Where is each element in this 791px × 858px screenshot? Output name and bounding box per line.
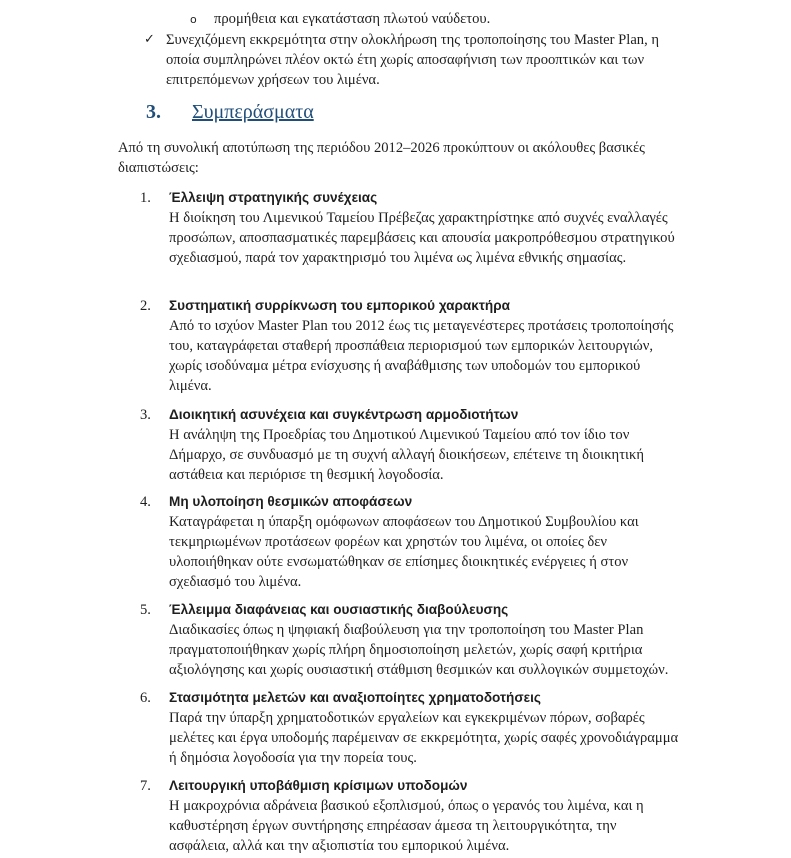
section-title: Συμπεράσματα xyxy=(192,101,314,123)
item-title: Διοικητική ασυνέχεια και συγκέντρωση αρμοδιοτήτων xyxy=(169,407,519,422)
list-item xyxy=(140,296,680,396)
list-item xyxy=(140,405,680,485)
section-number: 3. xyxy=(146,101,161,123)
item-number: 3. xyxy=(140,407,151,423)
section-intro: Από τη συνολική αποτύπωση της περιόδου 2012–2026 προκύπτουν οι ακόλουθες βασικές διαπιστώσεις: xyxy=(118,140,645,176)
item-number: 7. xyxy=(140,778,151,794)
item-title: Συστηματική συρρίκνωση του εμπορικού χαρακτήρα xyxy=(169,298,510,313)
list-item xyxy=(140,188,680,268)
check-bullet-text: Συνεχιζόμενη εκκρεμότητα στην ολοκλήρωση της τροποποίησης του Master Plan, η οποία συμπληρώνει πλέον οκτώ έτη χωρίς αποσαφήνιση των προοπτικών και των επιτρεπόμενων χρήσεων του λιμένα. xyxy=(166,32,660,88)
list-item xyxy=(140,600,680,680)
checkmark-icon: ✓ xyxy=(144,32,155,47)
item-number: 6. xyxy=(140,690,151,706)
item-body: Η διοίκηση του Λιμενικού Ταμείου Πρέβεζας χαρακτηρίστηκε από συχνές εναλλαγές προσώπων, αποσπασματικές παρεμβάσεις και απουσία μακροπρόθεσμου στρατηγικού σχεδιασμού, παρά τον χαρακτηρισμό του λιμένα ως λιμένα εθνικής σημασίας. xyxy=(169,210,675,266)
list-item xyxy=(140,492,680,592)
item-title: Έλλειμμα διαφάνειας και ουσιαστικής διαβούλευσης xyxy=(169,602,509,617)
item-body: Από το ισχύον Master Plan του 2012 έως τις μεταγενέστερες προτάσεις τροποποίησής του, καταγράφεται σταθερή προσπάθεια περιορισμού των εμπορικών λειτουργιών, χωρίς ισοδύναμα μέτρα ενίσχυσης ή αναβάθμισης των υποδομών του εμπορικού λιμένα. xyxy=(169,318,674,394)
item-number: 1. xyxy=(140,190,151,206)
item-number: 4. xyxy=(140,494,151,510)
item-title: Μη υλοποίηση θεσμικών αποφάσεων xyxy=(169,494,413,509)
item-body: Διαδικασίες όπως η ψηφιακή διαβούλευση για την τροποποίηση του Master Plan πραγματοποιήθηκαν χωρίς πλήρη δημοσιοποίηση μελετών, χωρίς σαφή κριτήρια αξιολόγησης και χωρίς ουσιαστική στάθμιση θεσμικών και συλλογικών συμμετοχών. xyxy=(169,622,669,678)
list-item xyxy=(140,776,680,856)
item-title: Λειτουργική υποβάθμιση κρίσιμων υποδομών xyxy=(169,778,468,793)
list-item xyxy=(140,688,680,768)
section-heading xyxy=(146,99,314,125)
item-body: Παρά την ύπαρξη χρηματοδοτικών εργαλείων και εγκεκριμένων πόρων, σοβαρές μελέτες και έργα υποδομής παρέμειναν σε εκκρεμότητα, χωρίς σαφές χρονοδιάγραμμα ή δημόσια λογοδοσία για την πορεία τους. xyxy=(169,710,679,766)
item-body: Η μακροχρόνια αδράνεια βασικού εξοπλισμού, όπως ο γερανός του λιμένα, και η καθυστέρηση έργων συντήρησης επηρέασαν άμεσα τη λειτουργικότητα, την ασφάλεια, αλλά και την αξιοπιστία του εμπορικού λιμένα. xyxy=(169,798,644,854)
item-title: Στασιμότητα μελετών και αναξιοποίητες χρηματοδοτήσεις xyxy=(169,690,541,705)
sub-bullet-item xyxy=(190,9,750,30)
item-body: Καταγράφεται η ύπαρξη ομόφωνων αποφάσεων του Δημοτικού Συμβουλίου και τεκμηριωμένων προτάσεων φορέων και χρηστών του λιμένα, οι οποίες δεν υλοποιήθηκαν ούτε ενσωματώθηκαν σε επίσημες διοικητικές ενέργειες ή στον σχεδιασμό του λιμένα. xyxy=(169,514,639,590)
item-title: Έλλειψη στρατηγικής συνέχειας xyxy=(169,190,378,205)
circle-bullet-icon: o xyxy=(190,13,197,26)
item-number: 2. xyxy=(140,298,151,314)
item-body: Η ανάληψη της Προεδρίας του Δημοτικού Λιμενικού Ταμείου από τον ίδιο τον Δήμαρχο, σε συνδυασμό με τη συχνή αλλαγή διοικήσεων, επέτεινε τη διοικητική αστάθεια και περιόρισε τη θεσμική λογοδοσία. xyxy=(169,427,644,483)
check-bullet-item xyxy=(144,30,684,90)
item-number: 5. xyxy=(140,602,151,618)
sub-bullet-text: προμήθεια και εγκατάσταση πλωτού ναύδετου. xyxy=(214,11,491,27)
